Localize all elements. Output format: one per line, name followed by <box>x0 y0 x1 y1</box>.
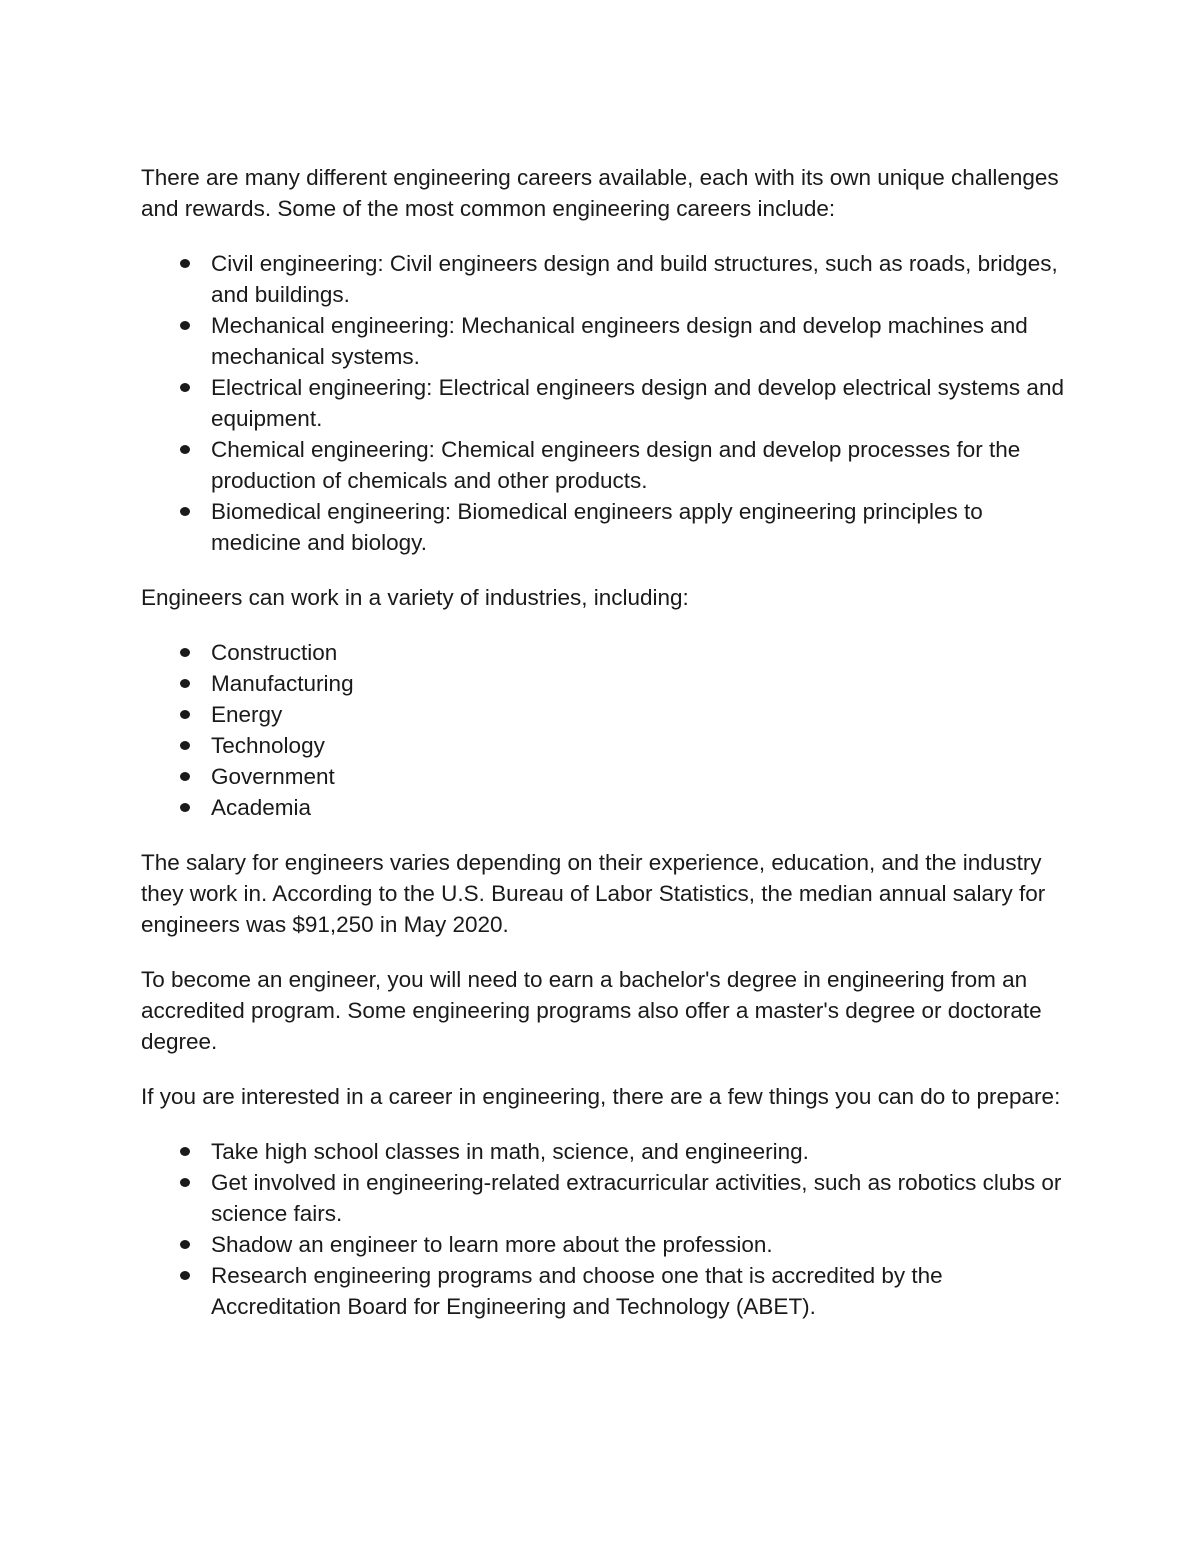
bullet-icon <box>180 1240 190 1249</box>
list-item <box>141 248 1071 310</box>
list-item-text: Electrical engineering: Electrical engineers design and develop electrical systems and equipment. <box>211 375 1064 431</box>
bullet-icon <box>180 803 190 812</box>
bullet-icon <box>180 710 190 719</box>
careers-list <box>141 248 1071 558</box>
list-item-text: Chemical engineering: Chemical engineers design and develop processes for the production of chemicals and other products. <box>211 437 1021 493</box>
list-item <box>141 792 1071 823</box>
list-item <box>141 434 1071 496</box>
list-item-text: Take high school classes in math, science, and engineering. <box>211 1139 809 1164</box>
list-item <box>141 1136 1071 1167</box>
list-item-text: Biomedical engineering: Biomedical engineers apply engineering principles to medicine and biology. <box>211 499 983 555</box>
list-item <box>141 1260 1071 1322</box>
list-item-text: Energy <box>211 702 283 727</box>
bullet-icon <box>180 1147 190 1156</box>
bullet-icon <box>180 741 190 750</box>
list-item <box>141 310 1071 372</box>
bullet-icon <box>180 383 190 392</box>
education-paragraph: To become an engineer, you will need to earn a bachelor's degree in engineering from an accredited program. Some engineering programs also offer a master's degree or doctorate degree. <box>141 967 1042 1054</box>
industries-intro-paragraph: Engineers can work in a variety of industries, including: <box>141 585 689 610</box>
bullet-icon <box>180 679 190 688</box>
list-item <box>141 1229 1071 1260</box>
list-item <box>141 730 1071 761</box>
bullet-icon <box>180 259 190 268</box>
bullet-icon <box>180 648 190 657</box>
intro-paragraph: There are many different engineering careers available, each with its own unique challenges and rewards. Some of the most common engineering careers include: <box>141 165 1059 221</box>
list-item-text: Civil engineering: Civil engineers design and build structures, such as roads, bridges, and buildings. <box>211 251 1058 307</box>
bullet-icon <box>180 321 190 330</box>
list-item-text: Technology <box>211 733 325 758</box>
list-item-text: Government <box>211 764 335 789</box>
bullet-icon <box>180 1271 190 1280</box>
bullet-icon <box>180 445 190 454</box>
list-item <box>141 372 1071 434</box>
list-item-text: Academia <box>211 795 312 820</box>
bullet-icon <box>180 507 190 516</box>
list-item-text: Manufacturing <box>211 671 354 696</box>
list-item <box>141 637 1071 668</box>
prepare-intro-paragraph: If you are interested in a career in engineering, there are a few things you can do to prepare: <box>141 1084 1061 1109</box>
document-page <box>141 162 1071 1346</box>
list-item <box>141 1167 1071 1229</box>
bullet-icon <box>180 772 190 781</box>
list-item-text: Research engineering programs and choose one that is accredited by the Accreditation Board for Engineering and Technology (ABET). <box>211 1263 943 1319</box>
list-item-text: Construction <box>211 640 338 665</box>
list-item-text: Mechanical engineering: Mechanical engineers design and develop machines and mechanical systems. <box>211 313 1028 369</box>
list-item <box>141 699 1071 730</box>
list-item <box>141 761 1071 792</box>
salary-paragraph: The salary for engineers varies depending on their experience, education, and the industry they work in. According to the U.S. Bureau of Labor Statistics, the median annual salary for engineers was $91,250 in May 2020. <box>141 850 1046 937</box>
prepare-list <box>141 1136 1071 1322</box>
industries-list <box>141 637 1071 823</box>
list-item <box>141 668 1071 699</box>
list-item-text: Get involved in engineering-related extracurricular activities, such as robotics clubs or science fairs. <box>211 1170 1062 1226</box>
bullet-icon <box>180 1178 190 1187</box>
list-item-text: Shadow an engineer to learn more about the profession. <box>211 1232 773 1257</box>
list-item <box>141 496 1071 558</box>
